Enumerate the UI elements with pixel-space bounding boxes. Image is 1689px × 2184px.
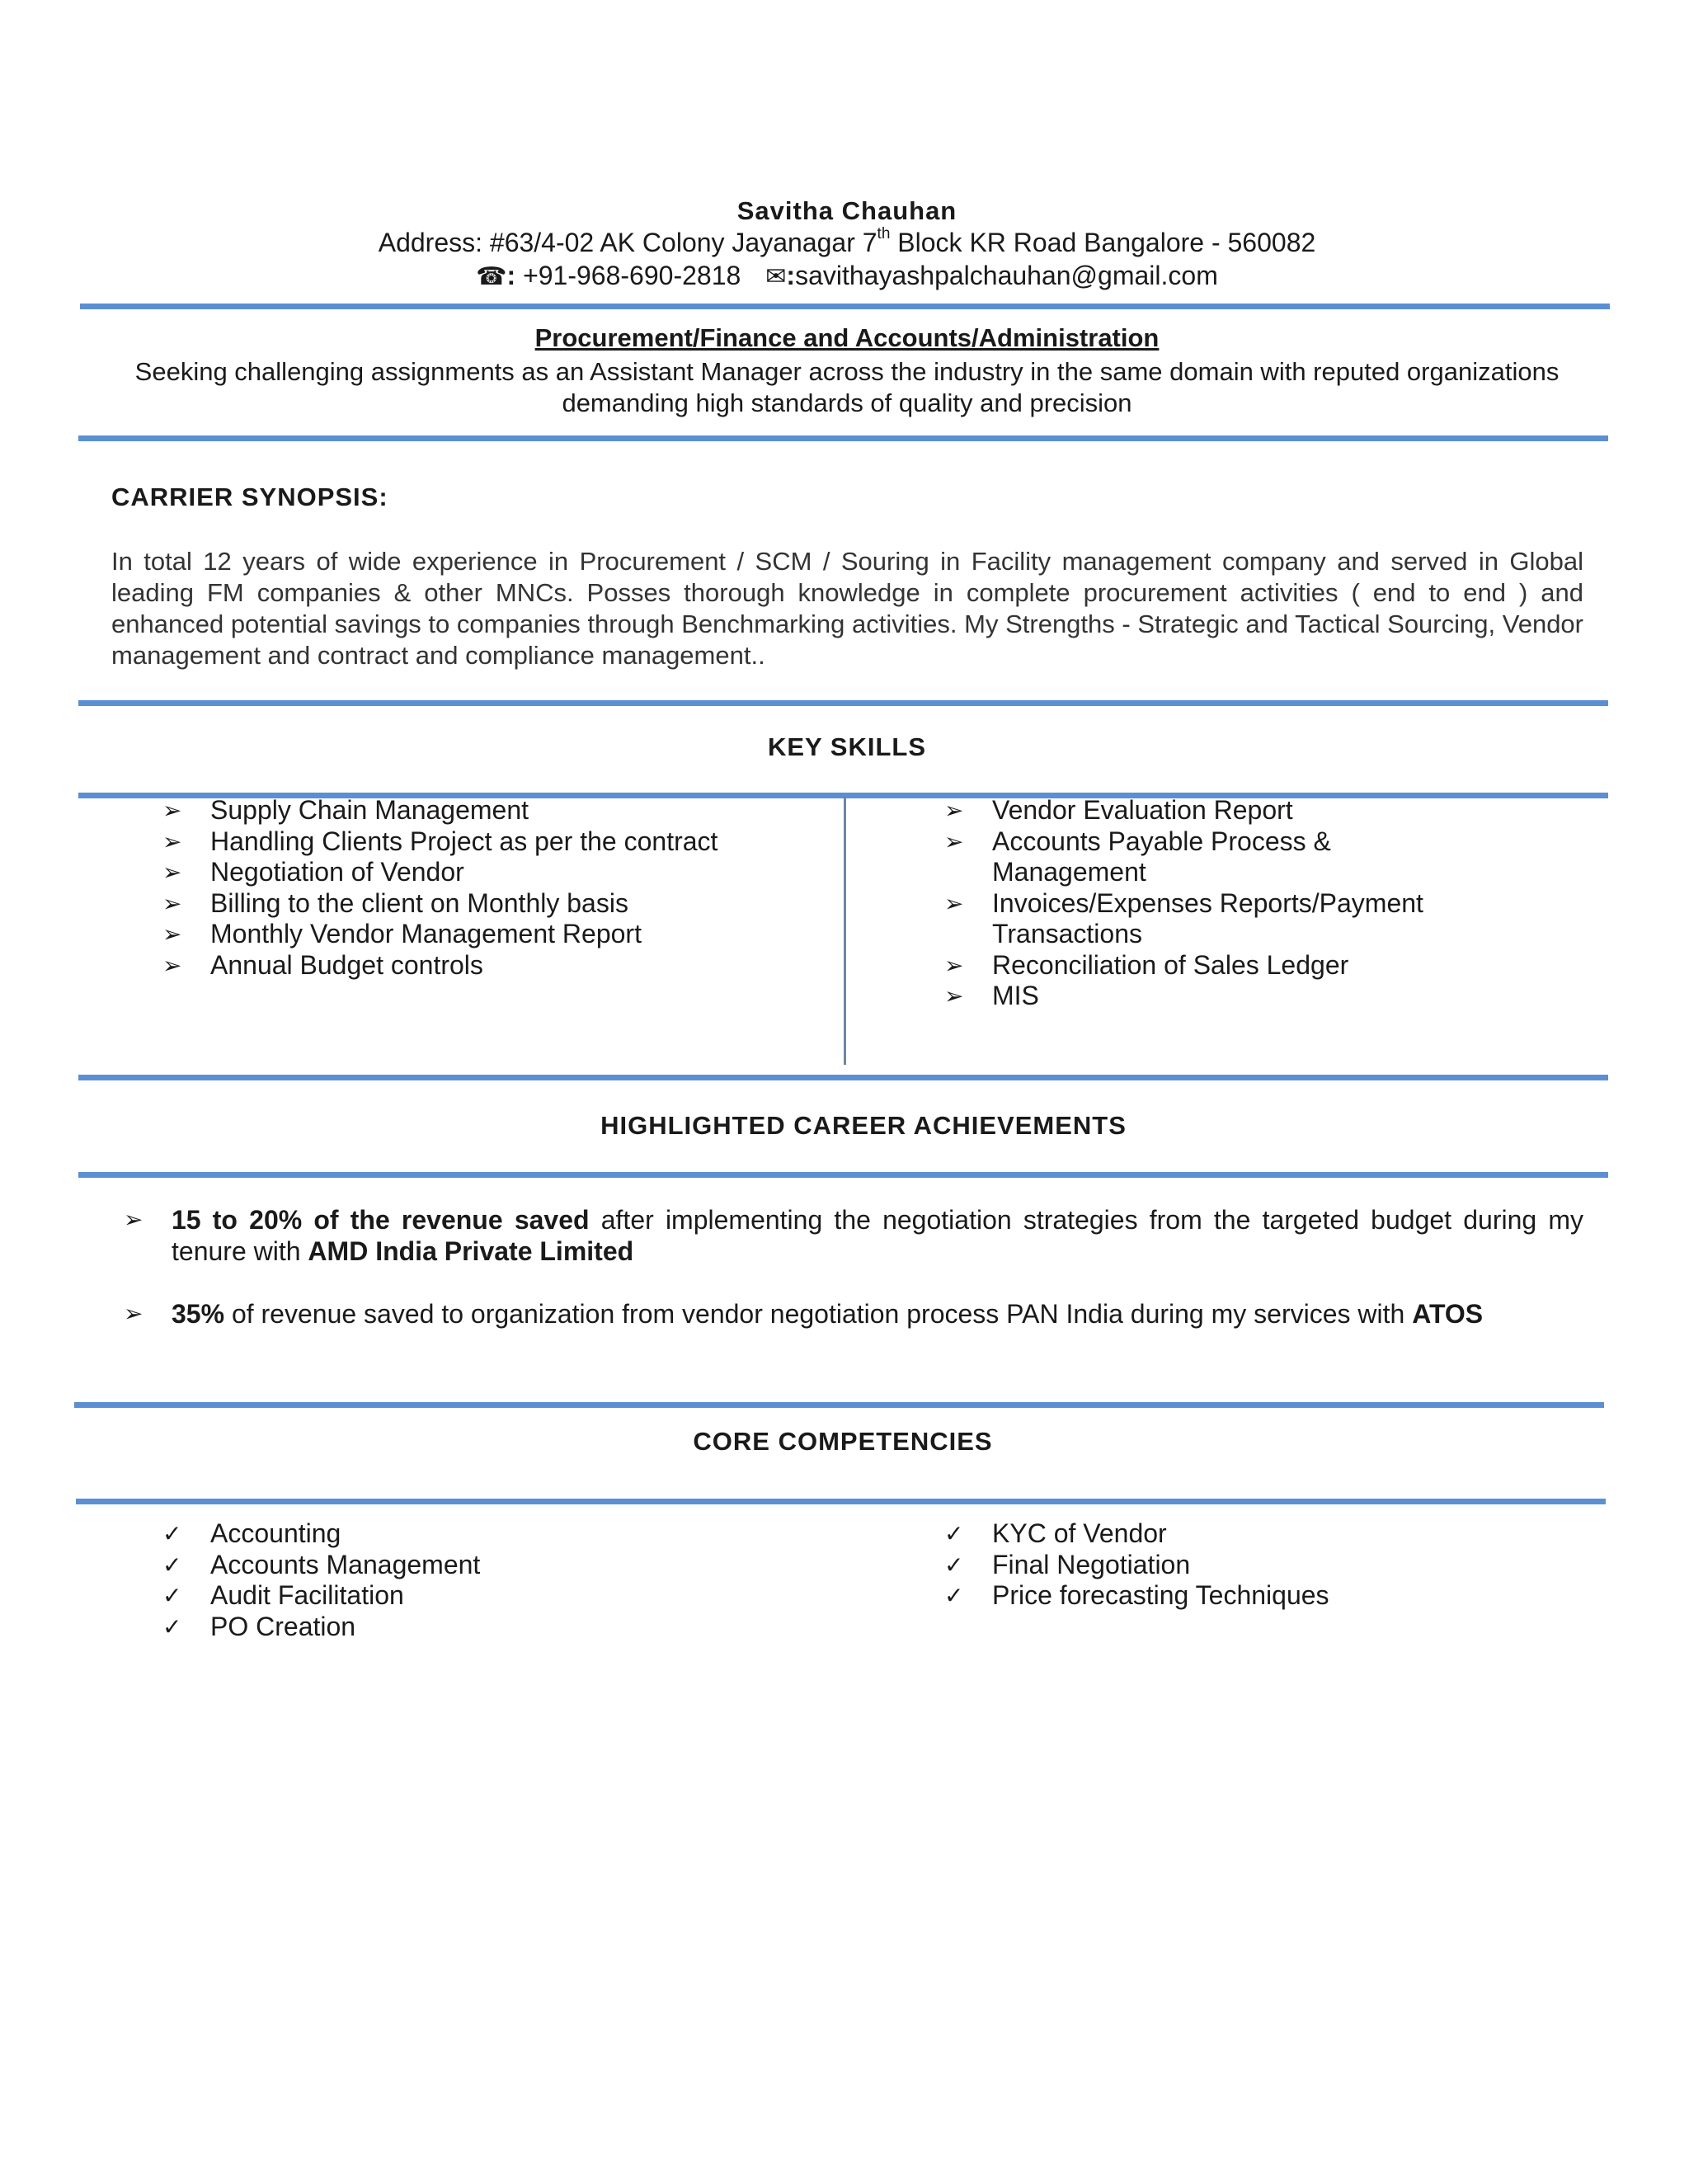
arrow-bullet-icon: ➢: [944, 983, 964, 1009]
arrow-bullet-icon: ➢: [162, 859, 182, 885]
achievement-text: of revenue saved to organization from vendor negotiation process PAN India during my services with: [224, 1299, 1413, 1329]
skill-label: Invoices/Expenses Reports/Payment Transactions: [992, 887, 1423, 948]
skills-column-divider: [844, 797, 846, 1065]
divider-rule: [78, 435, 1608, 441]
divider-rule: [76, 1499, 1606, 1504]
synopsis-text: In total 12 years of wide experience in Procurement / SCM / Souring in Facility management company and served in Global leading FM companies & other MNCs. Posses thorough knowledge in complete procurement activities ( end to end ) and enhanced potential savings to companies through Benchmarking activities. My Strengths - Strategic and Tactical Sourcing, Vendor management and contract and compliance management..: [111, 547, 1583, 670]
checkmark-icon: ✓: [944, 1551, 964, 1578]
checkmark-icon: ✓: [162, 1521, 182, 1546]
list-item: [944, 888, 1472, 950]
list-item: [162, 826, 822, 858]
list-item: [124, 1204, 1583, 1267]
skill-label: Monthly Vendor Management Report: [210, 919, 642, 948]
list-item: [162, 795, 822, 826]
arrow-bullet-icon: ➢: [124, 1301, 143, 1326]
achievement-company: ATOS: [1412, 1299, 1484, 1329]
address-suffix: Block KR Road Bangalore - 560082: [890, 228, 1316, 257]
phone-icon: ☎: [476, 263, 507, 290]
key-skills-right: [944, 795, 1472, 1012]
competency-label: PO Creation: [210, 1611, 356, 1641]
arrow-bullet-icon: ➢: [162, 952, 182, 978]
list-item: [944, 826, 1472, 888]
skill-label: Annual Budget controls: [210, 949, 483, 980]
skill-label: Negotiation of Vendor: [210, 857, 464, 887]
address-line: [80, 225, 1614, 258]
achievements-list: [124, 1204, 1583, 1361]
phone-separator: :: [506, 261, 524, 290]
competencies-right: [944, 1518, 1522, 1612]
list-item: [162, 857, 822, 888]
arrow-bullet-icon: ➢: [124, 1207, 143, 1232]
arrow-bullet-icon: ➢: [162, 798, 182, 823]
list-item: [162, 1580, 822, 1612]
competency-label: Audit Facilitation: [210, 1580, 404, 1610]
list-item: [944, 1550, 1522, 1581]
list-item: [944, 795, 1472, 826]
list-item: [944, 950, 1472, 981]
arrow-bullet-icon: ➢: [162, 890, 182, 916]
skill-label: Supply Chain Management: [210, 795, 529, 825]
skill-label: Accounts Payable Process & Management: [992, 826, 1331, 887]
checkmark-icon: ✓: [162, 1551, 182, 1578]
contact-line: [80, 261, 1614, 291]
list-item: [124, 1298, 1583, 1330]
candidate-name: Savitha Chauhan: [736, 196, 957, 225]
competency-label: Accounting: [210, 1518, 341, 1548]
arrow-bullet-icon: ➢: [162, 921, 182, 947]
competencies-left: [162, 1518, 822, 1642]
achievements-title: HIGHLIGHTED CAREER ACHIEVEMENTS: [600, 1111, 1127, 1140]
arrow-bullet-icon: ➢: [162, 828, 182, 854]
divider-rule: [78, 700, 1608, 706]
email-separator: :: [786, 261, 796, 290]
key-skills-left: [162, 795, 822, 981]
list-item: [162, 1518, 822, 1550]
competency-label: Price forecasting Techniques: [992, 1580, 1329, 1610]
arrow-bullet-icon: ➢: [944, 890, 964, 916]
list-item: [944, 981, 1472, 1012]
list-item: [944, 1580, 1522, 1612]
skill-label: Billing to the client on Monthly basis: [210, 887, 628, 918]
achievement-highlight: 35%: [172, 1299, 225, 1329]
achievement-text: after implementing the negotiation strategies from the targeted budget during my tenure with: [172, 1205, 1584, 1266]
list-item: [944, 1518, 1522, 1550]
skill-label: Handling Clients Project as per the contract: [210, 826, 718, 856]
address-prefix: Address: #63/4-02 AK Colony Jayanagar 7: [378, 228, 877, 257]
checkmark-icon: ✓: [162, 1613, 182, 1640]
envelope-icon: ✉: [765, 263, 787, 290]
skill-label: Reconciliation of Sales Ledger: [992, 949, 1349, 980]
checkmark-icon: ✓: [162, 1583, 182, 1608]
achievement-highlight: 15 to 20% of the revenue saved: [172, 1205, 590, 1235]
divider-rule: [78, 1075, 1608, 1080]
competency-label: Final Negotiation: [992, 1549, 1191, 1579]
list-item: [162, 888, 822, 920]
email-address: savithayashpalchauhan@gmail.com: [795, 261, 1218, 290]
list-item: [162, 1612, 822, 1643]
arrow-bullet-icon: ➢: [944, 952, 964, 978]
key-skills-title: KEY SKILLS: [767, 732, 927, 761]
career-objective: Seeking challenging assignments as an Assistant Manager across the industry in the same domain with reputed organizations demanding high standards of quality and precision: [134, 357, 1560, 417]
arrow-bullet-icon: ➢: [944, 798, 964, 823]
competency-label: KYC of Vendor: [992, 1518, 1167, 1548]
skill-label: MIS: [992, 981, 1039, 1010]
phone-number: +91-968-690-2818: [523, 261, 741, 290]
skill-label: Vendor Evaluation Report: [992, 795, 1293, 825]
checkmark-icon: ✓: [944, 1583, 964, 1608]
list-item: [162, 919, 822, 950]
address-superscript: th: [877, 225, 891, 243]
checkmark-icon: ✓: [944, 1521, 964, 1546]
competencies-title: CORE COMPETENCIES: [693, 1427, 993, 1456]
achievement-company: AMD India Private Limited: [308, 1236, 634, 1266]
arrow-bullet-icon: ➢: [944, 828, 964, 854]
synopsis-title: CARRIER SYNOPSIS:: [111, 482, 388, 511]
profile-headline: Procurement/Finance and Accounts/Administration: [534, 323, 1160, 352]
divider-rule: [74, 1402, 1604, 1408]
competency-label: Accounts Management: [210, 1549, 481, 1579]
divider-rule: [80, 304, 1610, 309]
list-item: [162, 950, 822, 981]
list-item: [162, 1550, 822, 1581]
divider-rule: [78, 1172, 1608, 1178]
